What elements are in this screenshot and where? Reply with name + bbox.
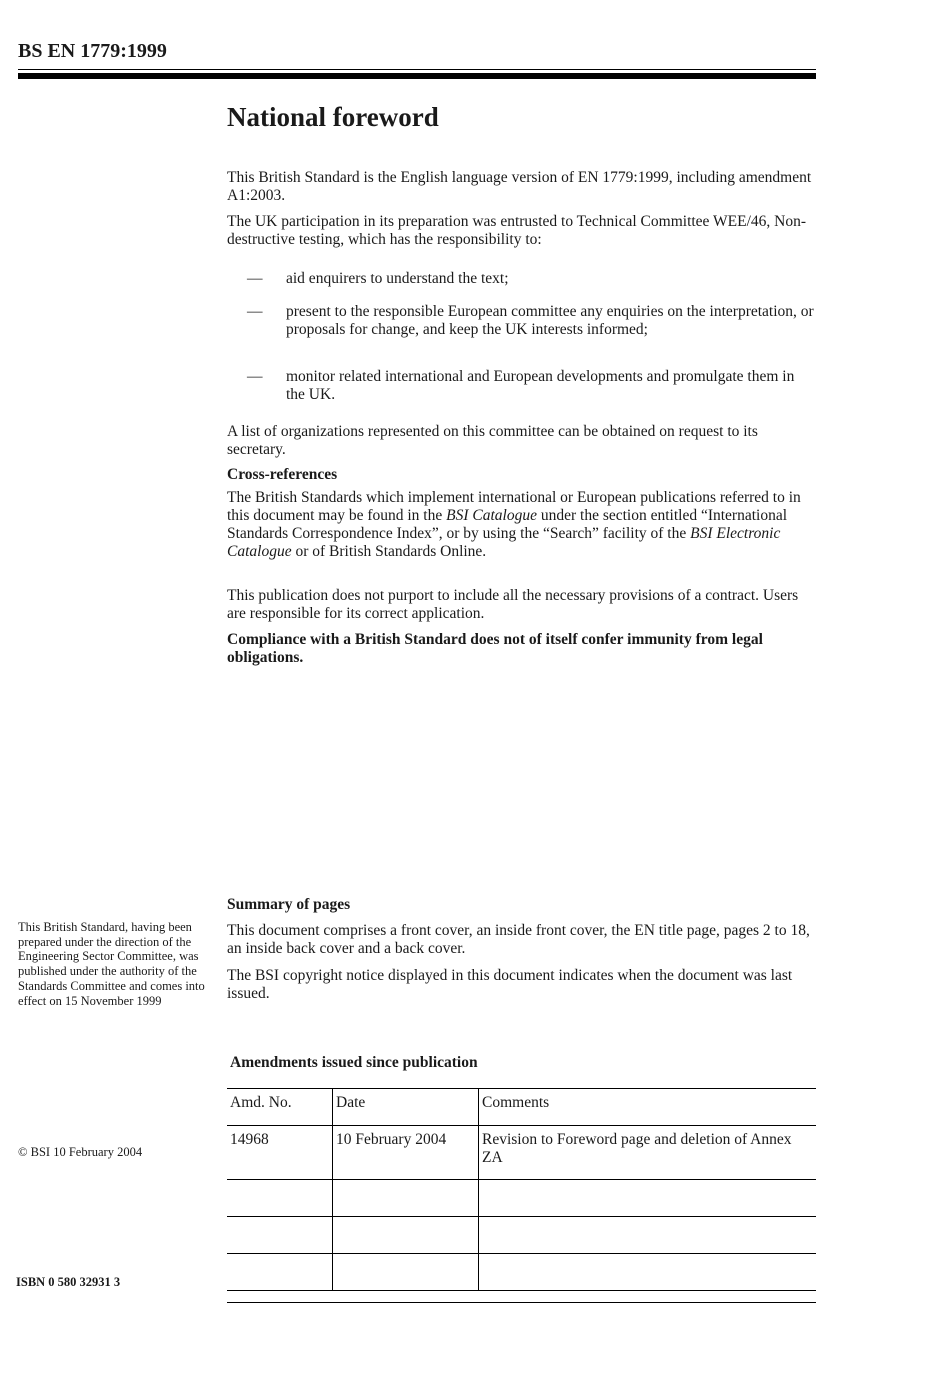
isbn: ISBN 0 580 32931 3 [16,1275,121,1289]
cross-references-heading: Cross-references [227,466,338,483]
table-cell [227,1254,333,1291]
table-row [227,1126,816,1180]
table-cell [479,1254,817,1291]
table-cell [227,1180,333,1217]
column-header: Amd. No. [227,1089,333,1126]
list-item: — present to the responsible European committee any enquiries on the interpretation, or proposals for change, and keep the UK interests informed; [247,303,814,338]
summary-heading: Summary of pages [227,896,351,913]
table-cell [333,1217,479,1254]
table-row [227,1254,816,1291]
table-cell: 10 February 2004 [333,1126,479,1180]
table-cell: Revision to Foreword page and deletion of Annex ZA [479,1126,817,1180]
committee-paragraph: A list of organizations represented on this committee can be obtained on request to its secretary. [227,423,758,458]
table-cell [333,1180,479,1217]
table-header-row [227,1089,816,1126]
compliance-statement: Compliance with a British Standard does not of itself confer immunity from legal obligations. [227,631,763,666]
cross-references-paragraph: The British Standards which implement international or European publications referred to in this document may be found in the BSI Catalogue under the section entitled “International Standards Correspondence Index”, or by using the “Search” facility of the BSI Electronic Catalogue or of British Standards Online. [227,489,801,560]
contract-paragraph: This publication does not purport to include all the necessary provisions of a contract. Users are responsible for its correct application. [227,587,799,622]
copyright-notice: © BSI 10 February 2004 [18,1145,143,1159]
table-row [227,1180,816,1217]
dash-bullet: — [247,368,263,385]
amendments-title: Amendments issued since publication [230,1054,478,1071]
intro-paragraph-2: The UK participation in its preparation was entrusted to Technical Committee WEE/46, Non-destructive testing, which has the responsibility to: [227,213,807,248]
bsi-catalogue-ref: BSI Catalogue [446,507,537,524]
header-rule-thin [18,69,816,70]
table-cell [333,1254,479,1291]
column-header: Date [333,1089,479,1126]
amendments-table [227,1088,816,1291]
summary-paragraph-1: This document comprises a front cover, an inside front cover, the EN title page, pages 2 to 18, an inside back cover and a back cover. [227,922,810,957]
table-cell [227,1217,333,1254]
dash-bullet: — [247,303,263,320]
table-row [227,1217,816,1254]
table-cell: 14968 [227,1126,333,1180]
footer-rule [227,1302,816,1303]
page-title: National foreword [227,102,439,132]
summary-paragraph-2: The BSI copyright notice displayed in this document indicates when the document was last issued. [227,967,793,1002]
document-id: BS EN 1779:1999 [18,40,167,62]
table-cell [479,1180,817,1217]
list-item: — aid enquirers to understand the text; [247,270,509,287]
list-item: — monitor related international and European developments and promulgate them in the UK. [247,368,795,403]
column-header: Comments [479,1089,817,1126]
dash-bullet: — [247,270,263,287]
header-rule-thick [18,73,816,79]
intro-paragraph-1: This British Standard is the English language version of EN 1779:1999, including amendment A1:2003. [227,169,812,204]
publication-note: This British Standard, having been prepared under the direction of the Engineering Sector Committee, was published under the authority of the Standards Committee and comes into effect on 15 November 1999 [18,920,205,1008]
bsi-electronic-catalogue-ref: BSI Electronic Catalogue [227,525,781,560]
table-cell [479,1217,817,1254]
